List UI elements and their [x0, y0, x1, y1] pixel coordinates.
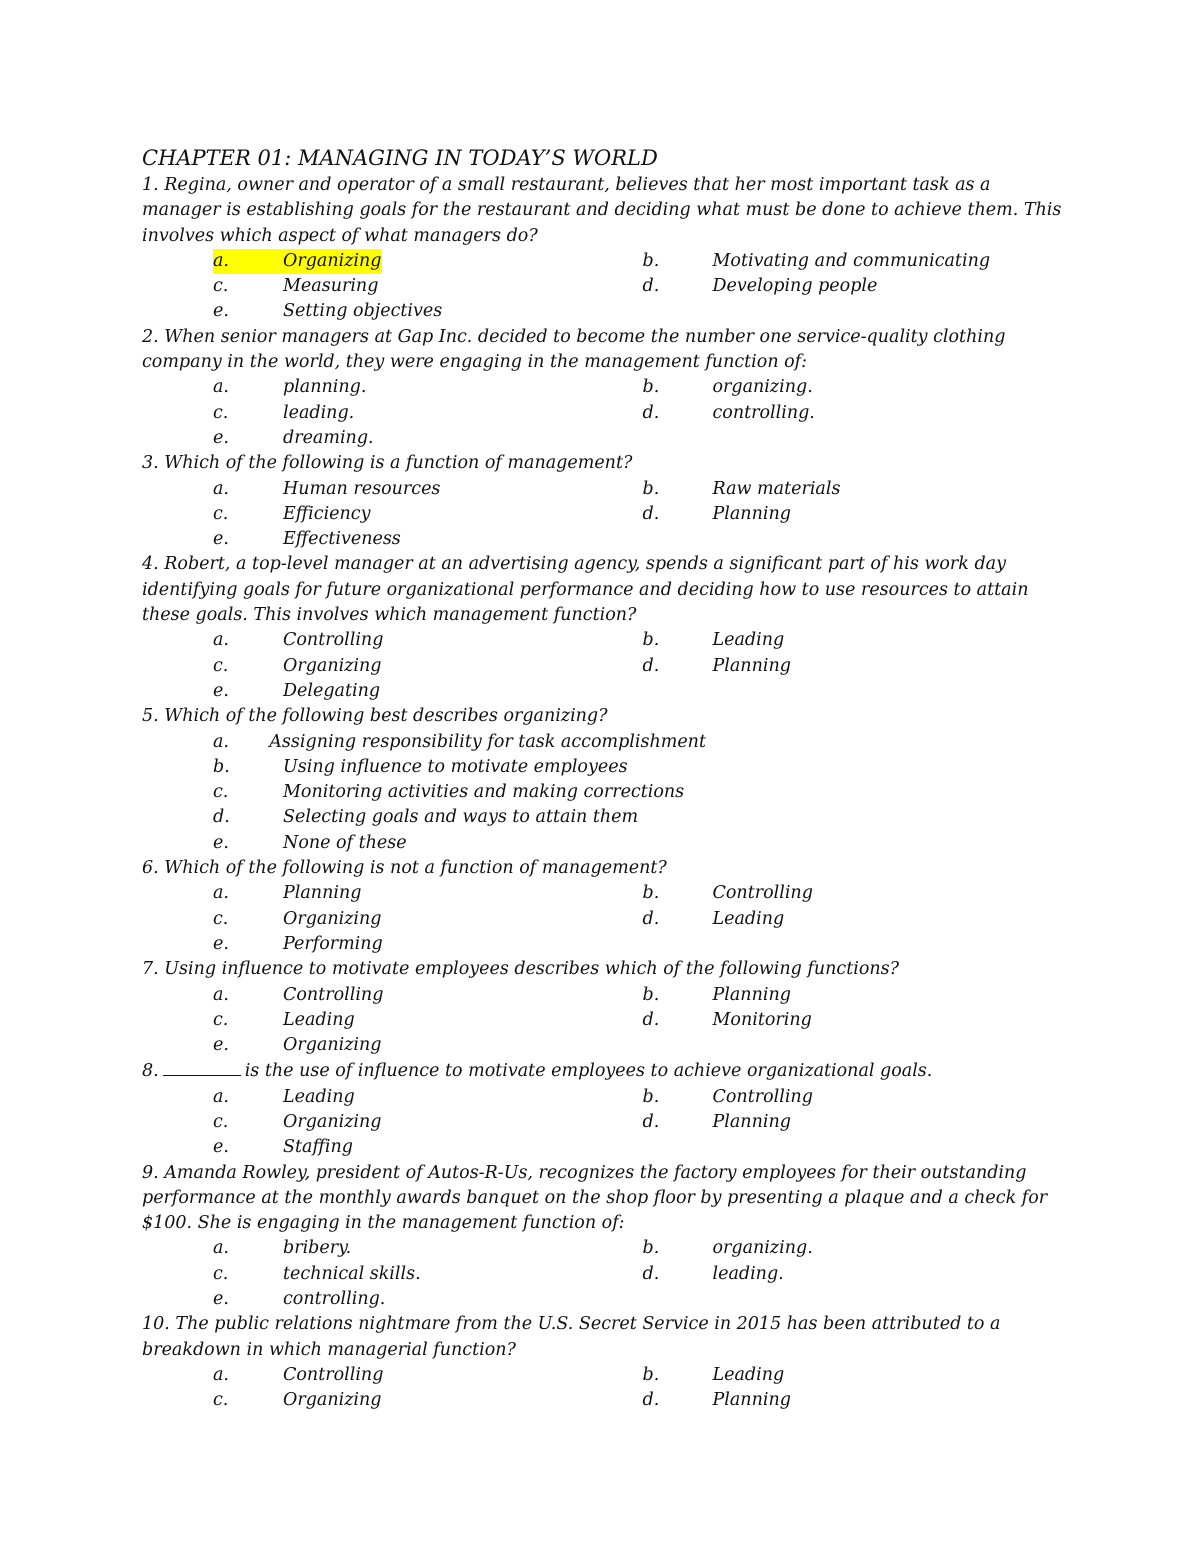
option-letter: c.	[213, 1111, 229, 1132]
answer-option	[213, 249, 643, 274]
option-letter: c.	[213, 1009, 229, 1030]
question-block	[142, 173, 1072, 325]
question-text: 1. Regina, owner and operator of a small restaurant, believes that her most important task as a manager is establishing goals for the restaurant and deciding what must be done to achieve them. This involves which aspect of what managers do?	[142, 175, 1062, 246]
answer-option	[643, 1085, 1073, 1110]
option-row	[142, 527, 1072, 552]
option-row	[142, 1033, 1072, 1058]
option-letter: a.	[213, 478, 229, 499]
option-letter: e.	[213, 680, 229, 701]
answer-option	[213, 1033, 706, 1058]
question-block	[142, 325, 1072, 451]
question-block	[142, 1058, 1072, 1160]
option-letter: a.	[213, 731, 229, 752]
option-row	[142, 375, 1072, 400]
answer-option	[213, 932, 706, 957]
option-letter: e.	[213, 529, 229, 550]
option-text: Monitoring activities and making corrections	[283, 782, 685, 803]
question-block	[142, 704, 1072, 856]
option-letter: a.	[213, 377, 229, 398]
option-row	[142, 780, 1072, 805]
option-text: Controlling	[712, 883, 813, 904]
answer-option	[213, 1008, 643, 1033]
answer-option	[213, 401, 643, 426]
option-letter: b.	[642, 377, 660, 398]
option-row	[142, 299, 1072, 324]
option-text: bribery.	[283, 1238, 352, 1259]
option-letter: a.	[213, 1086, 229, 1107]
option-letter: e.	[213, 933, 229, 954]
option-text: Developing people	[712, 276, 878, 297]
option-letter: d.	[642, 1390, 660, 1411]
option-text: Planning	[712, 1390, 791, 1411]
option-text: Monitoring	[712, 1009, 812, 1030]
answer-option	[213, 299, 706, 324]
option-row	[142, 755, 1072, 780]
option-text: planning.	[283, 377, 367, 398]
answer-option	[213, 1363, 643, 1388]
answer-option	[643, 1008, 1073, 1033]
option-letter: b.	[642, 883, 660, 904]
option-letter: e.	[213, 1035, 229, 1056]
option-text: controlling.	[283, 1289, 386, 1310]
answer-option	[213, 426, 706, 451]
option-text: Performing	[283, 933, 383, 954]
answer-option	[643, 249, 1073, 274]
answer-option	[213, 527, 706, 552]
answer-option	[213, 730, 706, 755]
answer-option	[213, 679, 706, 704]
option-letter: d.	[642, 503, 660, 524]
document-body	[142, 144, 1072, 1414]
option-text: Organizing	[283, 908, 382, 929]
option-text: Selecting goals and ways to attain them	[283, 807, 639, 828]
question-block	[142, 856, 1072, 957]
question-block	[142, 1312, 1072, 1413]
option-text: Using influence to motivate employees	[283, 756, 628, 777]
option-text: Controlling	[712, 1086, 813, 1107]
option-row	[142, 502, 1072, 527]
option-row	[142, 1135, 1072, 1160]
option-text: Organizing	[283, 1111, 382, 1132]
answer-option	[213, 755, 706, 780]
option-letter: a.	[213, 984, 229, 1005]
option-text: Staffing	[283, 1137, 353, 1158]
option-letter: e.	[213, 427, 229, 448]
option-text: dreaming.	[283, 427, 374, 448]
option-row	[142, 805, 1072, 830]
answer-option	[213, 1135, 706, 1160]
answer-option	[213, 274, 643, 299]
option-text: Controlling	[283, 1364, 384, 1385]
option-row	[142, 249, 1072, 274]
answer-option	[213, 1262, 643, 1287]
chapter-title: CHAPTER 01: MANAGING IN TODAY’S WORLD	[142, 146, 658, 170]
answer-option	[213, 1388, 643, 1413]
option-letter: b.	[642, 1086, 660, 1107]
option-letter: e.	[213, 1289, 229, 1310]
answer-option	[213, 805, 706, 830]
answer-option	[213, 628, 643, 653]
option-letter: e.	[213, 1137, 229, 1158]
answer-option	[643, 375, 1073, 400]
option-letter: c.	[213, 402, 229, 423]
option-text: Leading	[712, 1364, 785, 1385]
answer-option	[643, 881, 1073, 906]
option-letter: b.	[642, 984, 660, 1005]
question-text: 4. Robert, a top-level manager at an advertising agency, spends a significant part of his work day identifying goals for future organizational performance and deciding how to use resources to attain these goals. This involves which management function?	[142, 554, 1029, 626]
option-text: Delegating	[283, 680, 381, 701]
option-row	[142, 730, 1072, 755]
option-letter: e.	[213, 301, 229, 322]
question-text	[142, 1058, 1072, 1084]
question-text: 6. Which of the following is not a function of management?	[142, 858, 667, 879]
option-letter: b.	[642, 478, 660, 499]
answer-option	[213, 780, 706, 805]
answer-option	[213, 907, 643, 932]
option-row	[142, 1110, 1072, 1135]
option-row	[142, 654, 1072, 679]
option-text: technical skills.	[283, 1263, 421, 1284]
option-row	[142, 1008, 1072, 1033]
option-text: Organizing	[283, 1035, 382, 1056]
option-letter: a.	[213, 883, 229, 904]
option-text: organizing.	[712, 377, 813, 398]
answer-option	[213, 654, 643, 679]
answer-option	[643, 1110, 1073, 1135]
answer-option	[213, 477, 643, 502]
answer-option	[213, 1236, 643, 1261]
option-letter: d.	[642, 276, 660, 297]
option-text: Controlling	[283, 630, 384, 651]
option-letter: c.	[213, 782, 229, 803]
option-row	[142, 983, 1072, 1008]
option-row	[142, 628, 1072, 653]
option-letter: c.	[213, 276, 229, 297]
option-row	[142, 1262, 1072, 1287]
question-block	[142, 1161, 1072, 1313]
question-text: 5. Which of the following best describes organizing?	[142, 706, 608, 727]
option-row	[142, 274, 1072, 299]
option-letter: c.	[213, 503, 229, 524]
answer-option	[213, 502, 643, 527]
option-text: Human resources	[283, 478, 441, 499]
question-block	[142, 552, 1072, 704]
question-text: 3. Which of the following is a function of management?	[142, 453, 633, 474]
question-text: 2. When senior managers at Gap Inc. decided to become the number one service-quality clothing company in the world, they were engaging in the management function of:	[142, 326, 1006, 373]
option-letter: d.	[642, 655, 660, 676]
answer-option	[643, 907, 1073, 932]
option-text: Planning	[712, 655, 791, 676]
question-number: 8.	[142, 1061, 159, 1082]
option-letter: d.	[642, 1111, 660, 1132]
option-text: Controlling	[283, 984, 384, 1005]
option-letter: c.	[213, 1263, 229, 1284]
option-row	[142, 1388, 1072, 1413]
answer-option	[213, 1287, 706, 1312]
option-letter: b.	[642, 630, 660, 651]
option-row	[142, 1287, 1072, 1312]
option-text: None of these	[283, 832, 407, 853]
answer-option	[643, 401, 1073, 426]
answer-option	[643, 1236, 1073, 1261]
question-block	[142, 957, 1072, 1058]
option-letter: d.	[642, 1009, 660, 1030]
question-list	[142, 173, 1072, 1414]
option-row	[142, 679, 1072, 704]
answer-option	[643, 628, 1073, 653]
question-text: 9. Amanda Rowley, president of Autos-R-Us, recognizes the factory employees for their outstanding performance at the monthly awards banquet on the shop floor by presenting a plaque and a check for $100. She is engaging in the management function of:	[142, 1162, 1048, 1234]
answer-option	[213, 983, 643, 1008]
option-text: Planning	[712, 503, 791, 524]
option-text: leading.	[712, 1263, 784, 1284]
option-text: Organizing	[283, 249, 382, 274]
option-text: Leading	[283, 1009, 355, 1030]
option-letter: a.	[213, 249, 283, 274]
question-text: 7. Using influence to motivate employees describes which of the following functions?	[142, 959, 900, 980]
option-letter: b.	[642, 1364, 660, 1385]
answer-option	[213, 375, 643, 400]
option-text: leading.	[283, 402, 355, 423]
answer-option	[643, 983, 1073, 1008]
option-text: Planning	[283, 883, 362, 904]
answer-blank	[163, 1058, 241, 1076]
option-letter: d.	[642, 908, 660, 929]
option-letter: d.	[642, 1263, 660, 1284]
option-row	[142, 881, 1072, 906]
option-row	[142, 1085, 1072, 1110]
question-block	[142, 451, 1072, 552]
option-text: Measuring	[283, 276, 379, 297]
option-text: Setting objectives	[283, 301, 443, 322]
answer-option	[643, 477, 1073, 502]
answer-option	[643, 502, 1073, 527]
option-row	[142, 1236, 1072, 1261]
option-row	[142, 477, 1072, 502]
option-text: Efficiency	[283, 503, 371, 524]
answer-option	[213, 1085, 643, 1110]
option-row	[142, 401, 1072, 426]
option-letter: d.	[642, 402, 660, 423]
option-letter: b.	[642, 1238, 660, 1259]
option-letter: e.	[213, 832, 229, 853]
option-text: Motivating and communicating	[712, 250, 991, 271]
answer-option	[643, 1388, 1073, 1413]
option-text: Organizing	[283, 1390, 382, 1411]
option-text: Organizing	[283, 655, 382, 676]
option-text: Planning	[712, 984, 791, 1005]
option-text: Raw materials	[712, 478, 841, 499]
option-row	[142, 932, 1072, 957]
option-text: Assigning responsibility for task accomplishment	[269, 731, 706, 752]
option-letter: d.	[213, 807, 230, 828]
option-letter: c.	[213, 908, 229, 929]
option-text: Leading	[712, 630, 785, 651]
option-text: organizing.	[712, 1238, 813, 1259]
question-stem: is the use of influence to motivate employees to achieve organizational goals.	[244, 1061, 933, 1082]
option-text: Planning	[712, 1111, 791, 1132]
option-text: Leading	[283, 1086, 355, 1107]
option-text: Leading	[712, 908, 785, 929]
option-letter: a.	[213, 630, 229, 651]
answer-option	[643, 1363, 1073, 1388]
option-letter: b.	[642, 250, 660, 271]
option-letter: b.	[213, 756, 230, 777]
option-letter: a.	[213, 1238, 229, 1259]
answer-option	[213, 1110, 643, 1135]
option-row	[142, 1363, 1072, 1388]
answer-option	[643, 274, 1073, 299]
answer-option	[213, 881, 643, 906]
option-letter: c.	[213, 1390, 229, 1411]
question-text: 10. The public relations nightmare from the U.S. Secret Service in 2015 has been attributed to a breakdown in which managerial function?	[142, 1314, 1001, 1360]
option-row	[142, 831, 1072, 856]
answer-option	[213, 831, 706, 856]
option-text: Effectiveness	[283, 529, 401, 550]
answer-option	[643, 654, 1073, 679]
option-row	[142, 907, 1072, 932]
option-text: controlling.	[712, 402, 815, 423]
option-letter: a.	[213, 1364, 229, 1385]
option-letter: c.	[213, 655, 229, 676]
answer-option	[643, 1262, 1073, 1287]
option-row	[142, 426, 1072, 451]
